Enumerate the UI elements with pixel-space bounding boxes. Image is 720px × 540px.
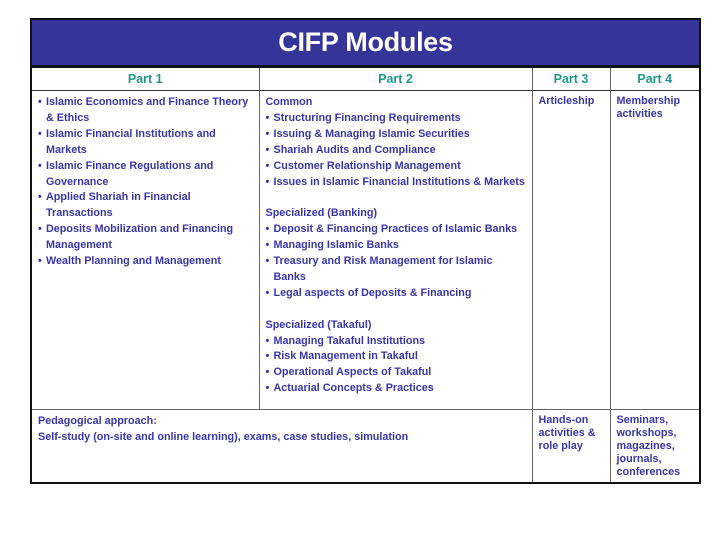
part3-cell — [532, 91, 610, 410]
bullet-icon: • — [38, 191, 42, 204]
modules-row — [32, 91, 699, 410]
list-item: • Wealth Planning and Management — [38, 254, 253, 270]
list-item: • Shariah Audits and Compliance — [266, 143, 526, 159]
list-item: • Islamic Economics and Finance Theory & Ethics — [38, 96, 249, 124]
list-item: • Deposit & Financing Practices of Islamic Banks — [266, 222, 526, 238]
header-part-1: Part 1 — [32, 68, 259, 91]
list-item: • Actuarial Concepts & Practices — [266, 381, 526, 397]
bullet-icon: • — [265, 382, 270, 395]
list-item: • Treasury and Risk Management for Islamic Banks — [265, 255, 493, 283]
list-item: • Risk Management in Takaful — [266, 349, 526, 365]
list-item: • Structuring Financing Requirements — [266, 111, 526, 127]
bullet-icon: • — [38, 223, 42, 236]
list-item: • Issues in Islamic Financial Institutions & Markets — [266, 175, 526, 191]
bullet-icon: • — [265, 350, 270, 363]
modules-table — [32, 68, 699, 482]
list-item: • Deposits Mobilization and Financing Management — [38, 223, 234, 252]
list-item: • Islamic Finance Regulations and Governance — [38, 159, 214, 188]
bullet-icon: • — [38, 159, 42, 172]
group-label-common: Common — [265, 96, 313, 108]
pedagogy-row — [32, 410, 699, 483]
part2-cell — [259, 91, 532, 410]
pedagogy-label: Pedagogical approach: — [38, 415, 157, 427]
bullet-icon: • — [265, 223, 270, 236]
part4-pedagogy-cell — [610, 410, 699, 483]
bullet-icon: • — [38, 96, 42, 108]
bullet-icon: • — [265, 175, 270, 188]
bullet-icon: • — [265, 239, 270, 252]
pedagogy-text: Self-study (on-site and online learning), exams, case studies, simulation — [38, 430, 409, 443]
part4-text: Membership activities — [616, 95, 681, 120]
bullet-icon: • — [265, 366, 270, 379]
spacer — [266, 190, 526, 206]
group-label-takaful: Specialized (Takaful) — [265, 318, 372, 331]
bullet-icon: • — [265, 127, 270, 140]
bullet-icon: • — [265, 334, 270, 347]
part4-cell — [610, 91, 699, 410]
bullet-icon: • — [265, 255, 270, 268]
list-item: • Applied Shariah in Financial Transactions — [38, 191, 191, 220]
part3-pedagogy-text: Hands-on activities & role play — [538, 414, 596, 452]
bullet-icon: • — [265, 111, 270, 124]
list-item: • Customer Relationship Management — [266, 159, 526, 175]
list-item: • Managing Takaful Institutions — [266, 334, 526, 350]
list-item: • Issuing & Managing Islamic Securities — [266, 127, 526, 143]
header-part-3: Part 3 — [532, 68, 610, 91]
header-row — [32, 68, 699, 91]
bullet-icon: • — [38, 127, 42, 140]
list-item: • Managing Islamic Banks — [266, 238, 526, 254]
bullet-icon: • — [38, 255, 42, 268]
group-label-banking: Specialized (Banking) — [265, 207, 378, 220]
bullet-icon: • — [265, 143, 270, 156]
spacer — [266, 302, 526, 318]
list-item: • Legal aspects of Deposits & Financing — [266, 286, 526, 302]
bullet-icon: • — [265, 286, 270, 299]
header-part-4: Part 4 — [610, 68, 699, 91]
list-item: • Islamic Financial Institutions and Markets — [38, 127, 216, 156]
page-title: CIFP Modules — [32, 20, 699, 68]
part4-pedagogy-text: Seminars, workshops, magazines, journals, conferences — [616, 414, 681, 478]
pedagogy-cell — [32, 410, 532, 483]
header-part-2: Part 2 — [259, 68, 532, 91]
part3-text: Articleship — [538, 95, 595, 107]
list-item: • Operational Aspects of Takaful — [266, 365, 526, 381]
cifp-modules-table-frame — [30, 18, 701, 484]
part3-pedagogy-cell — [532, 410, 610, 483]
bullet-icon: • — [265, 159, 270, 172]
part1-cell — [32, 91, 259, 410]
